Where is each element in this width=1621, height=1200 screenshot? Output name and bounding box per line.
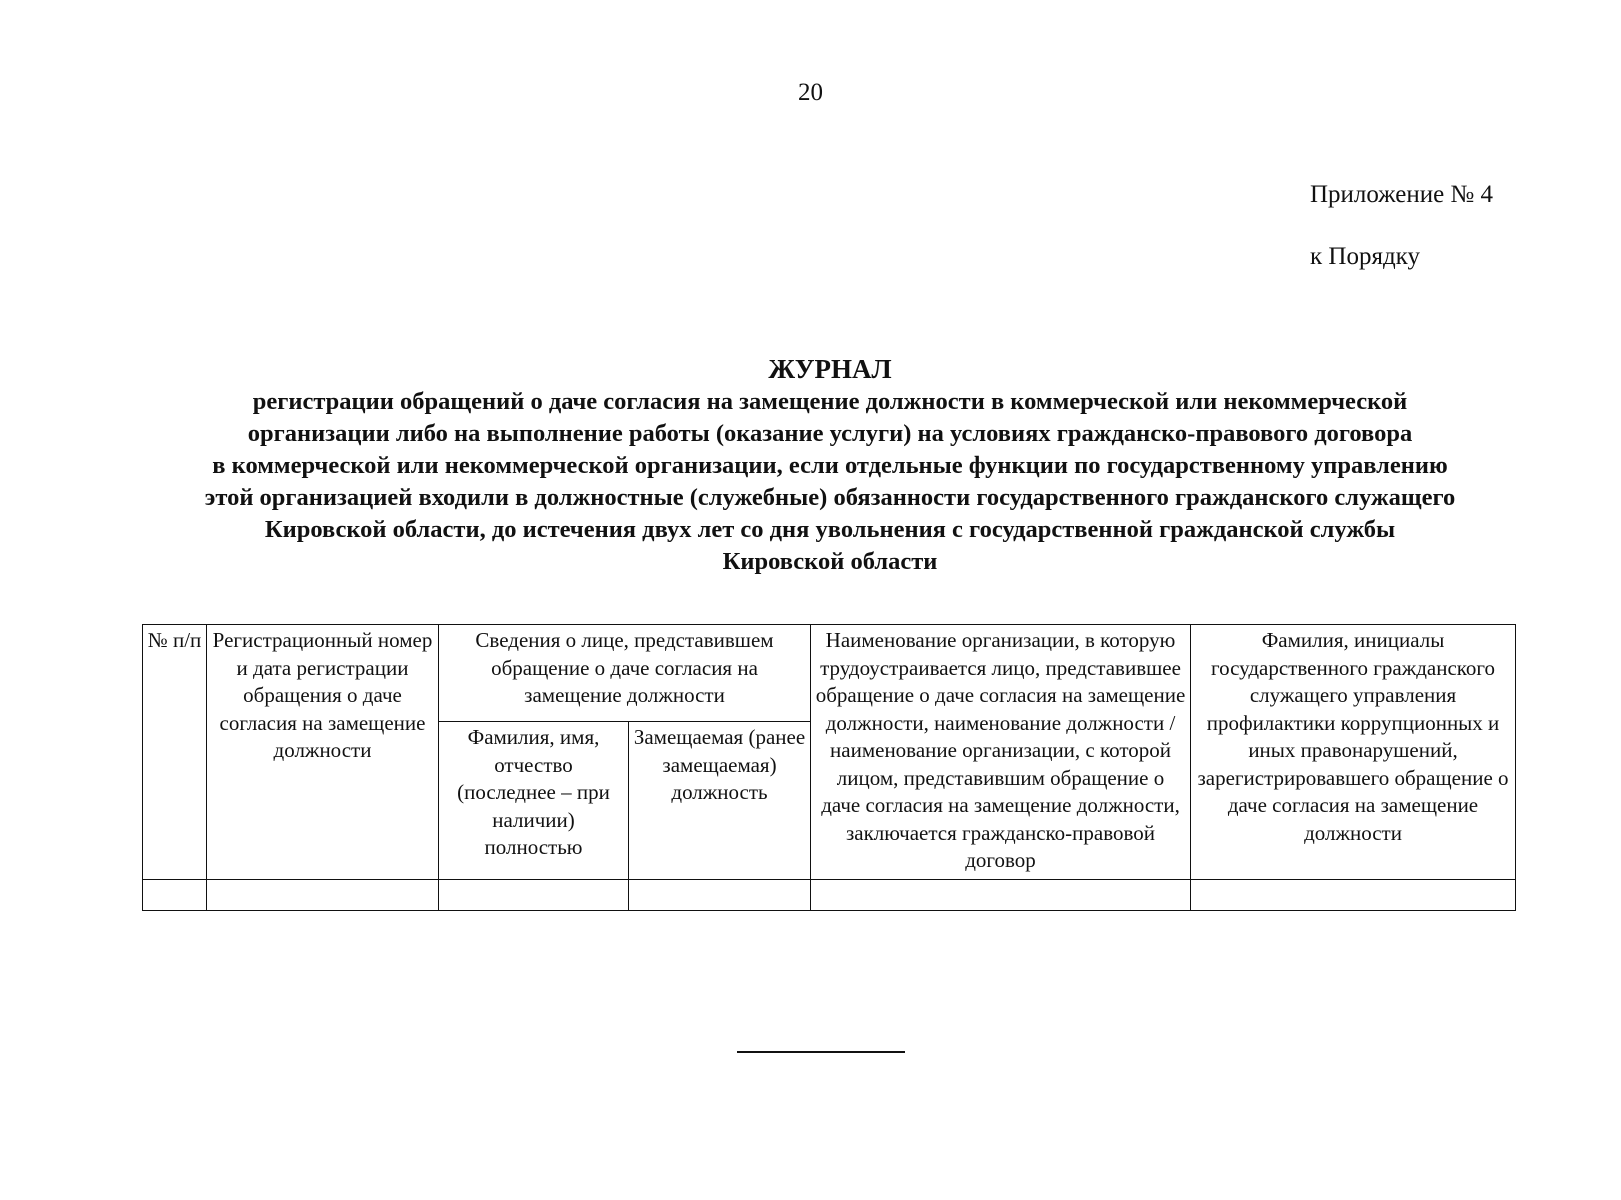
journal-table [142,624,1516,911]
journal-subtitle-line-3: в коммерческой или некоммерческой организации, если отдельные функции по государственному управлению [212,452,1448,479]
header-number: № п/п [143,625,207,880]
table-cell [1191,879,1516,910]
appendix-note [1310,180,1493,272]
table-cell [811,879,1191,910]
table-header-row [143,625,1516,722]
header-person-position: Замещаемая (ранее замещаемая) должность [629,722,811,879]
journal-subtitle-line-2: организации либо на выполнение работы (оказание услуги) на условиях гражданско-правового договора [247,420,1413,447]
table-cell [629,879,811,910]
appendix-number: Приложение № 4 [1310,181,1494,208]
table-cell [439,879,629,910]
footer-divider [737,1051,905,1053]
journal-title: ЖУРНАЛ [768,354,892,384]
journal-subtitle-line-5: Кировской области, до истечения двух лет со дня увольнения с государственной гражданской службы [264,516,1396,543]
page-number: 20 [798,79,823,106]
journal-subtitle-line-6: Кировской области [722,548,938,575]
header-registration: Регистрационный номер и дата регистрации обращения о даче согласия на замещение должности [207,625,439,880]
table-cell [143,879,207,910]
journal-title-block [100,352,1560,578]
table-row [143,879,1516,910]
appendix-reference: к Порядку [1310,243,1420,270]
header-organization: Наименование организации, в которую трудоустраивается лицо, представившее обращение о даче согласия на замещение должности, наименование должности / наименование организации, с которой лицом, представившим обращение о даче согласия на замещение должности, заключается гражданско-правовой договор [811,625,1191,880]
header-person-name: Фамилия, имя, отчество (последнее – при наличии) полностью [439,722,629,879]
header-person-info: Сведения о лице, представившем обращение о даче согласия на замещение должности [439,625,811,722]
journal-subtitle-line-1: регистрации обращений о даче согласия на замещение должности в коммерческой или некоммерческой [252,388,1408,415]
header-official: Фамилия, инициалы государственного гражданского служащего управления профилактики коррупционных и иных правонарушений, зарегистрировавшего обращение о даче согласия на замещение должности [1191,625,1516,880]
journal-subtitle-line-4: этой организацией входили в должностные (служебные) обязанности государственного гражданского служащего [204,484,1456,511]
table-cell [207,879,439,910]
